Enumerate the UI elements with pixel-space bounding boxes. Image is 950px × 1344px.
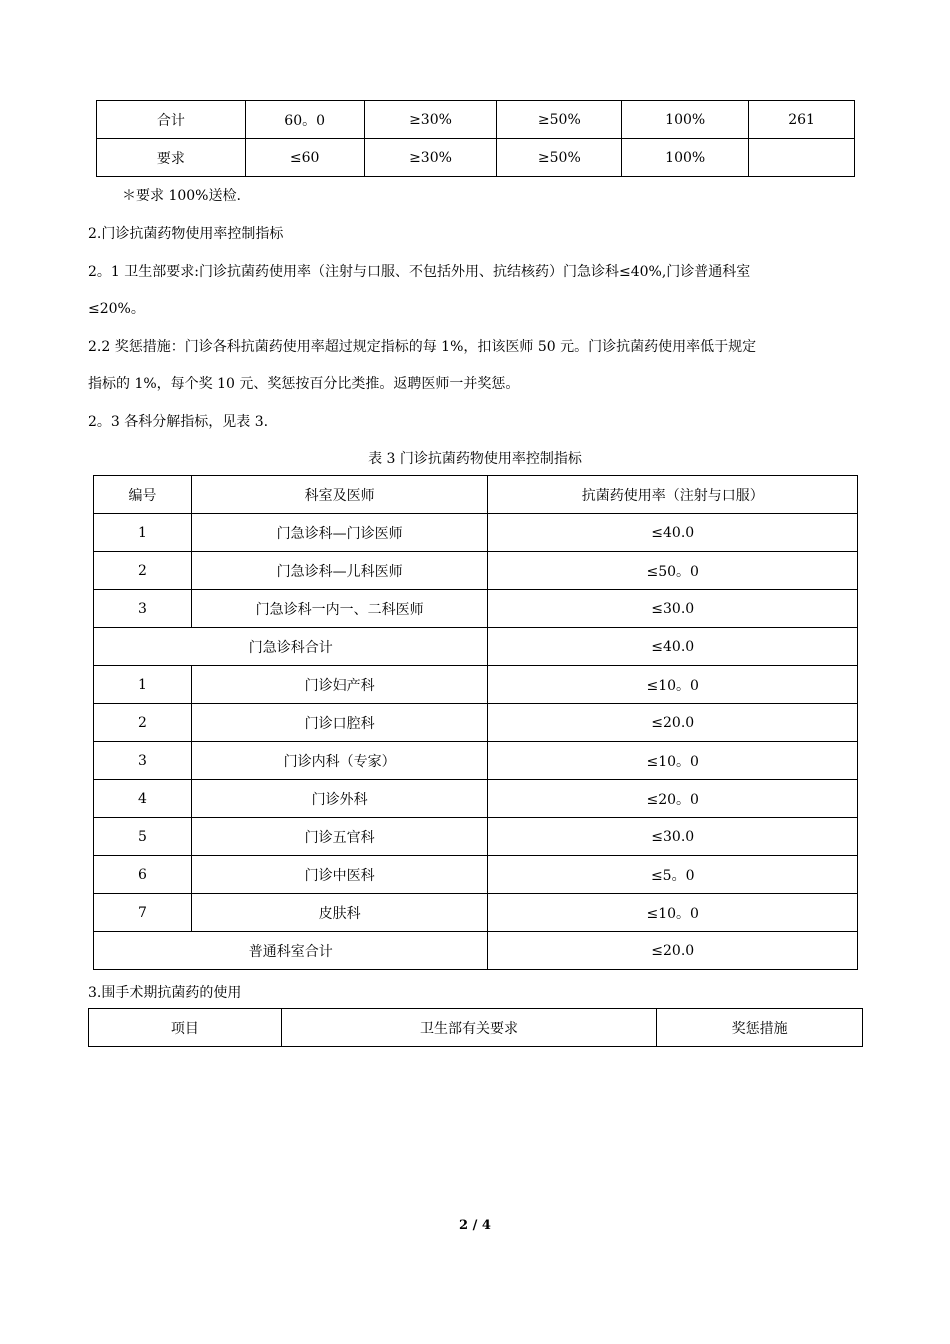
table-cell: ≤40.0: [488, 628, 858, 666]
table-row: [94, 742, 858, 780]
table-cell: 门诊口腔科: [191, 704, 488, 742]
table-cell: ≤30.0: [488, 590, 858, 628]
table-cell: ≤20。0: [488, 780, 858, 818]
table-cell: 门急诊科—门诊医师: [191, 514, 488, 552]
table-cell: ≤30.0: [488, 818, 858, 856]
paragraph-line: 2。3 各科分解指标，见表 3.: [88, 414, 269, 430]
table-cell: 门急诊科一内一、二科医师: [191, 590, 488, 628]
table-row: [94, 590, 858, 628]
table-cell: 6: [94, 856, 192, 894]
table-row: [94, 514, 858, 552]
table-cell: 100%: [622, 139, 749, 177]
table-header-row: [89, 1009, 863, 1047]
table-cell: ≥30%: [364, 139, 497, 177]
table-cell: ≤50。0: [488, 552, 858, 590]
section-heading: 2.门诊抗菌药物使用率控制指标: [88, 226, 284, 242]
table-row: [94, 894, 858, 932]
table-cell: 5: [94, 818, 192, 856]
table-caption: 表 3 门诊抗菌药物使用率控制指标: [368, 451, 582, 467]
table-cell: ≤20.0: [488, 932, 858, 970]
table-cell: 60。0: [245, 101, 364, 139]
table-cell: ≤10。0: [488, 894, 858, 932]
perioperative-table: [88, 1008, 863, 1047]
page-number: 2 / 4: [459, 1218, 491, 1233]
table-row: [94, 666, 858, 704]
column-header: 卫生部有关要求: [281, 1009, 657, 1047]
table-cell: ≥30%: [364, 101, 497, 139]
table-cell: 门诊内科（专家）: [191, 742, 488, 780]
table-cell: 3: [94, 742, 192, 780]
paragraph-line: 2.2 奖惩措施：门诊各科抗菌药使用率超过规定指标的每 1%，扣该医师 50 元。门诊抗菌药使用率低于规定: [88, 339, 757, 355]
table-cell: 1: [94, 666, 192, 704]
summary-table: [96, 100, 855, 177]
table-cell: [749, 139, 855, 177]
subtotal-row: [94, 628, 858, 666]
antibiotic-rate-table: [93, 475, 858, 970]
column-header: 项目: [89, 1009, 282, 1047]
table-cell: 261: [749, 101, 855, 139]
section-heading: 3.围手术期抗菌药的使用: [88, 985, 242, 1001]
table-cell: 门诊外科: [191, 780, 488, 818]
table-cell: ≥50%: [497, 139, 622, 177]
table-cell: ≤60: [245, 139, 364, 177]
column-header: 编号: [94, 476, 192, 514]
paragraph-line: ≤20%。: [88, 301, 145, 317]
table-cell: 4: [94, 780, 192, 818]
table-cell: ≤40.0: [488, 514, 858, 552]
table-cell: 2: [94, 552, 192, 590]
table-cell: 普通科室合计: [94, 932, 488, 970]
table-cell: 门诊妇产科: [191, 666, 488, 704]
table-row: [97, 139, 855, 177]
table-cell: 7: [94, 894, 192, 932]
table-row: [97, 101, 855, 139]
table-cell: 3: [94, 590, 192, 628]
table-cell: 合计: [97, 101, 246, 139]
table-header-row: [94, 476, 858, 514]
column-header: 抗菌药使用率（注射与口服）: [488, 476, 858, 514]
table-cell: 门急诊科—儿科医师: [191, 552, 488, 590]
table-cell: 皮肤科: [191, 894, 488, 932]
table-cell: 2: [94, 704, 192, 742]
note-text: ＊要求 100%送检.: [122, 188, 241, 204]
paragraph-line: 2。1 卫生部要求:门诊抗菌药使用率（注射与口服、不包括外用、抗结核药）门急诊科≤40%,门诊普通科室: [88, 264, 751, 280]
table-cell: ≤10。0: [488, 742, 858, 780]
table-row: [94, 552, 858, 590]
column-header: 科室及医师: [191, 476, 488, 514]
table-cell: ≤20.0: [488, 704, 858, 742]
column-header: 奖惩措施: [657, 1009, 863, 1047]
subtotal-row: [94, 932, 858, 970]
table-cell: 门诊五官科: [191, 818, 488, 856]
table-cell: ≥50%: [497, 101, 622, 139]
table-cell: ≤5。0: [488, 856, 858, 894]
table-cell: 要求: [97, 139, 246, 177]
table-cell: 100%: [622, 101, 749, 139]
paragraph-line: 指标的 1%，每个奖 10 元、奖惩按百分比类推。返聘医师一并奖惩。: [88, 376, 520, 392]
table-cell: 1: [94, 514, 192, 552]
table-row: [94, 704, 858, 742]
table-row: [94, 780, 858, 818]
table-row: [94, 818, 858, 856]
table-cell: ≤10。0: [488, 666, 858, 704]
table-cell: 门诊中医科: [191, 856, 488, 894]
table-row: [94, 856, 858, 894]
table-cell: 门急诊科合计: [94, 628, 488, 666]
